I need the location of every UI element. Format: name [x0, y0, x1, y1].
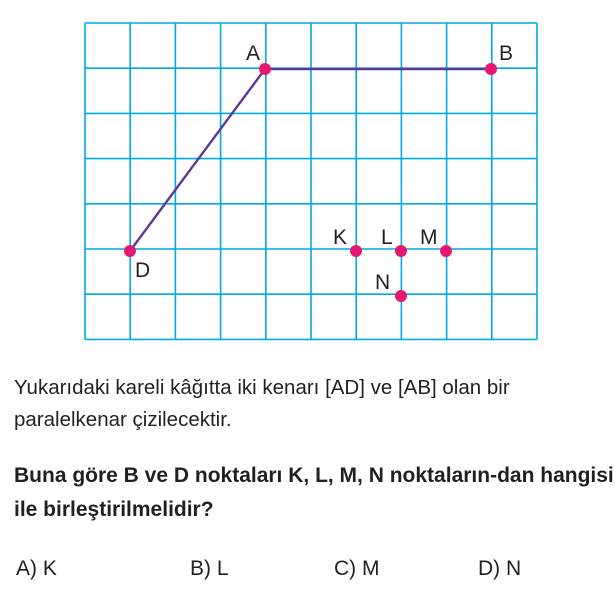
label-d: D [135, 259, 151, 282]
option-d-value: N [506, 557, 522, 580]
option-b-letter: B) [190, 557, 211, 580]
option-b[interactable] [190, 557, 229, 581]
option-d[interactable] [478, 557, 521, 581]
label-b: B [499, 42, 514, 65]
option-d-letter: D) [478, 557, 501, 580]
point-d [124, 245, 136, 257]
label-k: K [333, 226, 348, 249]
point-a [259, 63, 271, 75]
option-c-letter: C) [334, 557, 357, 580]
point-b [485, 63, 497, 75]
label-m: M [420, 226, 438, 249]
label-l: L [381, 226, 393, 249]
point-l [395, 245, 407, 257]
option-a-value: K [42, 557, 57, 580]
segment-ad [130, 69, 265, 251]
point-n [395, 290, 407, 302]
option-c-value: M [362, 557, 380, 580]
point-k [350, 245, 362, 257]
answer-options [0, 557, 615, 587]
option-a-letter: A) [16, 557, 37, 580]
option-c[interactable] [334, 557, 380, 581]
option-b-value: L [216, 557, 229, 580]
option-a[interactable] [16, 557, 57, 581]
square-grid [85, 23, 537, 339]
question-text: Yukarıdaki kareli kâğıtta iki kenarı [AD] ve [AB] olan bir paralelkenar çizilecektir. [14, 376, 510, 431]
question-prompt: Buna göre B ve D noktaları K, L, M, N noktaların-dan hangisi ile birleştirilmelidir? [14, 464, 614, 521]
label-a: A [246, 42, 261, 65]
point-m [440, 245, 452, 257]
label-n: N [375, 271, 391, 294]
